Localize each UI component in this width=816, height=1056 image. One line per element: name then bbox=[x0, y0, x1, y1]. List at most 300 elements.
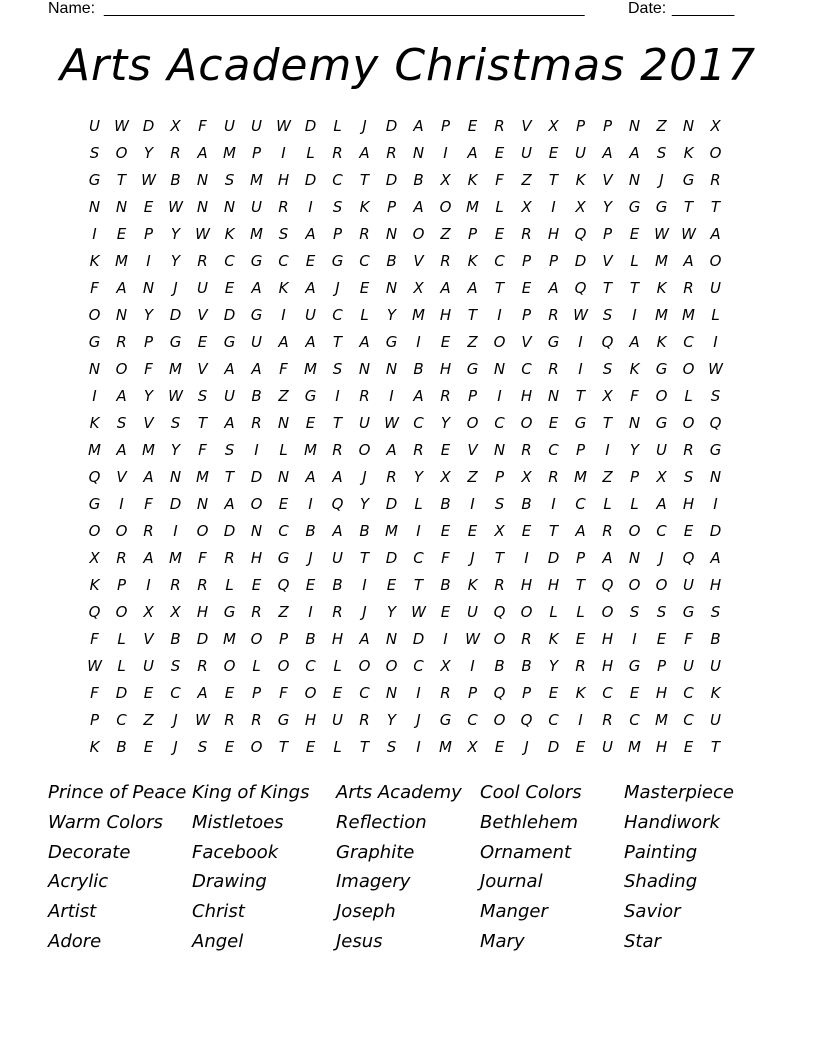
grid-letter: M bbox=[304, 359, 317, 378]
grid-letter: A bbox=[251, 278, 262, 297]
grid-letter: F bbox=[279, 359, 288, 378]
grid-letter: Y bbox=[143, 305, 154, 324]
grid-letter: M bbox=[169, 548, 182, 567]
grid-letter: N bbox=[250, 521, 263, 540]
grid-letter: O bbox=[493, 629, 506, 648]
grid-letter: D bbox=[304, 170, 317, 189]
grid-letter: A bbox=[575, 521, 586, 540]
grid-letter: U bbox=[305, 305, 316, 324]
grid-letter: M bbox=[88, 440, 101, 459]
grid-letter: N bbox=[682, 116, 695, 135]
grid-letter: E bbox=[575, 737, 586, 756]
grid-letter: V bbox=[602, 170, 613, 189]
grid-letter: X bbox=[494, 521, 505, 540]
grid-letter: O bbox=[358, 656, 371, 675]
grid-letter: A bbox=[116, 440, 127, 459]
grid-letter: A bbox=[305, 467, 316, 486]
grid-letter: O bbox=[223, 656, 236, 675]
grid-letter: K bbox=[89, 737, 100, 756]
grid-letter: I bbox=[281, 305, 286, 324]
grid-letter: G bbox=[682, 602, 695, 621]
grid-letter: Q bbox=[331, 494, 344, 513]
grid-letter: J bbox=[362, 602, 367, 621]
grid-letter: F bbox=[198, 440, 207, 459]
grid-letter: T bbox=[548, 170, 559, 189]
grid-letter: D bbox=[169, 494, 182, 513]
grid-letter: C bbox=[359, 683, 370, 702]
grid-letter: E bbox=[548, 413, 559, 432]
grid-letter: D bbox=[385, 116, 398, 135]
grid-letter: A bbox=[143, 467, 154, 486]
grid-letter: E bbox=[305, 737, 316, 756]
grid-letter: R bbox=[359, 224, 370, 243]
grid-letter: X bbox=[521, 197, 532, 216]
grid-letter: A bbox=[197, 143, 208, 162]
grid-letter: I bbox=[308, 197, 313, 216]
grid-letter: V bbox=[467, 440, 478, 459]
grid-letter: Y bbox=[386, 710, 397, 729]
grid-letter: X bbox=[575, 197, 586, 216]
grid-letter: E bbox=[629, 683, 640, 702]
grid-letter: V bbox=[143, 413, 154, 432]
grid-letter: B bbox=[440, 494, 451, 513]
grid-letter: N bbox=[277, 413, 290, 432]
grid-letter: H bbox=[331, 629, 344, 648]
grid-letter: N bbox=[412, 143, 425, 162]
grid-letter: S bbox=[710, 602, 721, 621]
grid-letter: R bbox=[332, 440, 343, 459]
grid-letter: G bbox=[331, 251, 344, 270]
grid-letter: K bbox=[575, 683, 586, 702]
grid-letter: A bbox=[305, 332, 316, 351]
grid-letter: W bbox=[141, 170, 156, 189]
word-bank-item: Arts Academy bbox=[336, 782, 462, 803]
grid-letter: V bbox=[197, 305, 208, 324]
grid-letter: G bbox=[574, 413, 587, 432]
grid-letter: P bbox=[521, 305, 532, 324]
word-bank bbox=[48, 778, 768, 957]
grid-letter: L bbox=[630, 251, 639, 270]
grid-letter: Y bbox=[548, 656, 559, 675]
word-bank-item: Joseph bbox=[336, 901, 396, 923]
page-title: Arts Academy Christmas 2017 bbox=[59, 40, 757, 91]
grid-letter: C bbox=[332, 170, 343, 189]
grid-letter: K bbox=[710, 683, 721, 702]
grid-letter: A bbox=[440, 278, 451, 297]
grid-letter: D bbox=[385, 548, 398, 567]
grid-letter: A bbox=[386, 440, 397, 459]
grid-letter: R bbox=[602, 710, 613, 729]
grid-letter: O bbox=[655, 575, 668, 594]
grid-letter: K bbox=[89, 251, 100, 270]
grid-letter: R bbox=[575, 656, 586, 675]
grid-letter: B bbox=[170, 629, 181, 648]
grid-letter: H bbox=[547, 575, 560, 594]
grid-letter: Q bbox=[601, 575, 614, 594]
grid-letter: E bbox=[305, 251, 316, 270]
grid-letter: C bbox=[494, 413, 505, 432]
grid-letter: R bbox=[116, 332, 127, 351]
grid-letter: S bbox=[332, 197, 343, 216]
grid-letter: X bbox=[170, 116, 181, 135]
grid-letter: O bbox=[412, 224, 425, 243]
grid-letter: A bbox=[305, 278, 316, 297]
grid-letter: C bbox=[170, 683, 181, 702]
grid-letter: K bbox=[629, 359, 640, 378]
grid-letter: Y bbox=[170, 440, 181, 459]
grid-letter: E bbox=[224, 683, 235, 702]
grid-letter: F bbox=[144, 494, 153, 513]
grid-letter: G bbox=[547, 332, 560, 351]
date-label: Date: bbox=[628, 0, 667, 17]
grid-letter: E bbox=[359, 278, 370, 297]
grid-letter: N bbox=[142, 278, 155, 297]
grid-letter: A bbox=[656, 494, 667, 513]
grid-letter: L bbox=[414, 494, 423, 513]
grid-letter: C bbox=[602, 683, 613, 702]
grid-letter: R bbox=[251, 602, 262, 621]
grid-letter: I bbox=[578, 710, 583, 729]
grid-letter: W bbox=[276, 116, 291, 135]
grid-letter: Q bbox=[493, 602, 506, 621]
grid-letter: Z bbox=[278, 386, 289, 405]
grid-letter: N bbox=[628, 116, 641, 135]
grid-letter: K bbox=[278, 278, 289, 297]
grid-letter: E bbox=[521, 521, 532, 540]
grid-letter: P bbox=[602, 116, 613, 135]
grid-letter: D bbox=[142, 116, 155, 135]
grid-letter: R bbox=[683, 278, 694, 297]
grid-letter: Q bbox=[88, 467, 101, 486]
grid-letter: C bbox=[278, 251, 289, 270]
grid-letter: V bbox=[521, 332, 532, 351]
grid-letter: G bbox=[277, 710, 290, 729]
grid-letter: X bbox=[440, 467, 451, 486]
grid-letter: Y bbox=[386, 602, 397, 621]
grid-letter: A bbox=[332, 467, 343, 486]
grid-letter: T bbox=[683, 197, 694, 216]
grid-letter: S bbox=[224, 170, 235, 189]
grid-letter: N bbox=[277, 467, 290, 486]
grid-letter: F bbox=[198, 116, 207, 135]
grid-letter: L bbox=[117, 629, 126, 648]
grid-letter: T bbox=[116, 170, 127, 189]
grid-letter: G bbox=[439, 710, 452, 729]
name-blank-line: ______________________________________________________ bbox=[104, 0, 585, 17]
grid-letter: M bbox=[412, 305, 425, 324]
word-bank-item: Painting bbox=[624, 841, 698, 863]
grid-letter: B bbox=[710, 629, 721, 648]
grid-letter: R bbox=[386, 467, 397, 486]
grid-letter: W bbox=[573, 305, 588, 324]
grid-letter: I bbox=[524, 548, 529, 567]
grid-letter: K bbox=[467, 251, 478, 270]
grid-letter: C bbox=[629, 710, 640, 729]
grid-letter: N bbox=[547, 386, 560, 405]
grid-letter: H bbox=[277, 170, 290, 189]
grid-letter: A bbox=[683, 251, 694, 270]
grid-letter: K bbox=[656, 332, 667, 351]
grid-letter: D bbox=[709, 521, 722, 540]
grid-letter: D bbox=[412, 629, 425, 648]
grid-letter: O bbox=[682, 359, 695, 378]
grid-letter: M bbox=[223, 629, 236, 648]
word-bank-item: Drawing bbox=[192, 871, 267, 893]
grid-letter: E bbox=[224, 737, 235, 756]
grid-letter: O bbox=[277, 656, 290, 675]
grid-letter: B bbox=[305, 629, 316, 648]
grid-letter: C bbox=[413, 413, 424, 432]
grid-letter: R bbox=[440, 683, 451, 702]
grid-letter: R bbox=[332, 602, 343, 621]
grid-letter: R bbox=[602, 521, 613, 540]
grid-letter: F bbox=[279, 683, 288, 702]
grid-letter: I bbox=[146, 575, 151, 594]
grid-letter: N bbox=[196, 494, 209, 513]
grid-letter: O bbox=[520, 602, 533, 621]
grid-letter: O bbox=[88, 521, 101, 540]
grid-letter: E bbox=[575, 629, 586, 648]
grid-letter: E bbox=[224, 278, 235, 297]
grid-letter: P bbox=[116, 575, 127, 594]
grid-letter: A bbox=[629, 332, 640, 351]
grid-letter: P bbox=[575, 548, 586, 567]
grid-letter: H bbox=[439, 359, 452, 378]
grid-letter: N bbox=[196, 170, 209, 189]
grid-letter: P bbox=[440, 116, 451, 135]
grid-letter: C bbox=[332, 305, 343, 324]
grid-letter: R bbox=[197, 575, 208, 594]
grid-letter: C bbox=[548, 440, 559, 459]
grid-letter: U bbox=[251, 332, 262, 351]
grid-letter: C bbox=[548, 710, 559, 729]
grid-letter: X bbox=[170, 602, 181, 621]
grid-letter: Y bbox=[602, 197, 613, 216]
grid-letter: W bbox=[384, 413, 399, 432]
grid-letter: R bbox=[224, 710, 235, 729]
grid-letter: C bbox=[359, 251, 370, 270]
grid-letter: J bbox=[524, 737, 529, 756]
grid-letter: O bbox=[88, 305, 101, 324]
grid-letter: R bbox=[440, 386, 451, 405]
grid-letter: S bbox=[197, 386, 208, 405]
grid-letter: U bbox=[332, 548, 343, 567]
grid-letter: A bbox=[467, 278, 478, 297]
grid-letter: B bbox=[170, 170, 181, 189]
grid-letter: S bbox=[656, 143, 667, 162]
header-line bbox=[48, 0, 748, 20]
grid-letter: S bbox=[710, 386, 721, 405]
grid-letter: U bbox=[656, 440, 667, 459]
grid-letter: L bbox=[279, 440, 288, 459]
grid-letter: E bbox=[332, 683, 343, 702]
grid-letter: P bbox=[467, 683, 478, 702]
grid-letter: H bbox=[250, 548, 263, 567]
grid-letter: F bbox=[495, 170, 504, 189]
grid-letter: M bbox=[655, 251, 668, 270]
grid-letter: A bbox=[602, 143, 613, 162]
grid-letter: N bbox=[385, 278, 398, 297]
grid-letter: N bbox=[628, 170, 641, 189]
grid-letter: M bbox=[250, 170, 263, 189]
grid-letter: A bbox=[629, 143, 640, 162]
grid-letter: I bbox=[362, 575, 367, 594]
grid-letter: X bbox=[440, 656, 451, 675]
grid-letter: M bbox=[304, 440, 317, 459]
word-bank-item: King of Kings bbox=[192, 782, 310, 803]
grid-letter: M bbox=[142, 440, 155, 459]
grid-letter: M bbox=[250, 224, 263, 243]
grid-letter: Q bbox=[709, 413, 722, 432]
grid-letter: A bbox=[251, 359, 262, 378]
grid-letter: X bbox=[521, 467, 532, 486]
word-bank-item: Ornament bbox=[480, 841, 572, 863]
grid-letter: P bbox=[575, 116, 586, 135]
grid-letter: C bbox=[305, 656, 316, 675]
grid-letter: K bbox=[683, 143, 694, 162]
grid-letter: E bbox=[143, 683, 154, 702]
grid-letter: G bbox=[385, 332, 398, 351]
grid-letter: R bbox=[683, 440, 694, 459]
grid-letter: I bbox=[443, 143, 448, 162]
grid-letter: X bbox=[548, 116, 559, 135]
grid-letter: R bbox=[224, 548, 235, 567]
grid-letter: P bbox=[386, 197, 397, 216]
name-label: Name: bbox=[48, 0, 96, 17]
grid-letter: G bbox=[88, 170, 101, 189]
grid-letter: J bbox=[173, 737, 178, 756]
grid-letter: L bbox=[495, 197, 504, 216]
grid-letter: U bbox=[332, 710, 343, 729]
grid-letter: N bbox=[115, 305, 128, 324]
grid-letter: E bbox=[197, 332, 208, 351]
grid-letter: E bbox=[521, 278, 532, 297]
grid-letter: W bbox=[708, 359, 723, 378]
grid-letter: H bbox=[520, 386, 533, 405]
grid-letter: A bbox=[359, 143, 370, 162]
grid-letter: E bbox=[440, 602, 451, 621]
grid-letter: R bbox=[197, 251, 208, 270]
grid-letter: E bbox=[683, 521, 694, 540]
grid-letter: S bbox=[170, 656, 181, 675]
grid-letter: A bbox=[143, 548, 154, 567]
grid-letter: A bbox=[305, 224, 316, 243]
grid-letter: F bbox=[90, 629, 99, 648]
grid-letter: E bbox=[440, 440, 451, 459]
grid-letter: E bbox=[278, 494, 289, 513]
grid-letter: S bbox=[656, 602, 667, 621]
grid-letter: I bbox=[416, 332, 421, 351]
grid-letter: D bbox=[250, 467, 263, 486]
grid-letter: A bbox=[224, 494, 235, 513]
grid-letter: R bbox=[521, 629, 532, 648]
grid-letter: I bbox=[389, 386, 394, 405]
grid-letter: E bbox=[494, 737, 505, 756]
grid-letter: O bbox=[115, 359, 128, 378]
word-bank-item: Star bbox=[624, 930, 661, 952]
grid-letter: M bbox=[628, 737, 641, 756]
grid-letter: B bbox=[359, 521, 370, 540]
grid-letter: G bbox=[169, 332, 182, 351]
grid-letter: J bbox=[308, 548, 313, 567]
grid-letter: I bbox=[605, 440, 610, 459]
grid-letter: I bbox=[443, 629, 448, 648]
grid-letter: N bbox=[385, 224, 398, 243]
grid-letter: T bbox=[332, 413, 343, 432]
grid-letter: C bbox=[116, 710, 127, 729]
grid-letter: H bbox=[709, 575, 722, 594]
grid-letter: H bbox=[601, 629, 614, 648]
grid-letter: R bbox=[494, 116, 505, 135]
grid-letter: Z bbox=[440, 224, 451, 243]
grid-letter: E bbox=[467, 116, 478, 135]
grid-letter: M bbox=[385, 521, 398, 540]
grid-letter: N bbox=[628, 413, 641, 432]
word-bank-item: Facebook bbox=[192, 841, 279, 863]
grid-letter: A bbox=[359, 332, 370, 351]
word-bank-item: Journal bbox=[480, 871, 543, 893]
grid-letter: O bbox=[709, 143, 722, 162]
grid-letter: S bbox=[602, 359, 613, 378]
grid-letter: M bbox=[169, 359, 182, 378]
grid-letter: J bbox=[659, 548, 664, 567]
grid-letter: I bbox=[254, 440, 259, 459]
grid-letter: D bbox=[547, 548, 560, 567]
grid-letter: G bbox=[709, 440, 722, 459]
grid-letter: X bbox=[602, 386, 613, 405]
grid-letter: N bbox=[169, 467, 182, 486]
grid-letter: R bbox=[116, 548, 127, 567]
grid-letter: T bbox=[710, 737, 721, 756]
grid-letter: Q bbox=[574, 278, 587, 297]
grid-letter: E bbox=[494, 224, 505, 243]
grid-letter: A bbox=[359, 629, 370, 648]
grid-letter: T bbox=[359, 737, 370, 756]
grid-letter: B bbox=[413, 170, 424, 189]
grid-letter: N bbox=[385, 629, 398, 648]
grid-letter: R bbox=[359, 386, 370, 405]
grid-letter: O bbox=[601, 602, 614, 621]
grid-letter: Z bbox=[656, 116, 667, 135]
word-search-grid bbox=[81, 112, 729, 760]
grid-letter: D bbox=[115, 683, 128, 702]
grid-letter: L bbox=[333, 737, 342, 756]
grid-letter: K bbox=[467, 575, 478, 594]
grid-letter: Z bbox=[602, 467, 613, 486]
word-bank-item: Bethlehem bbox=[480, 811, 578, 833]
grid-letter: P bbox=[332, 224, 343, 243]
word-bank-item: Manger bbox=[480, 901, 548, 923]
grid-letter: Y bbox=[629, 440, 640, 459]
grid-letter: W bbox=[195, 710, 210, 729]
grid-letter: O bbox=[439, 197, 452, 216]
grid-letter: C bbox=[224, 251, 235, 270]
grid-letter: T bbox=[575, 575, 586, 594]
grid-letter: T bbox=[575, 386, 586, 405]
grid-letter: S bbox=[494, 494, 505, 513]
grid-letter: U bbox=[224, 386, 235, 405]
grid-letter: C bbox=[413, 656, 424, 675]
grid-letter: A bbox=[467, 143, 478, 162]
grid-letter: O bbox=[358, 440, 371, 459]
grid-letter: N bbox=[385, 683, 398, 702]
grid-letter: T bbox=[413, 575, 424, 594]
grid-letter: D bbox=[304, 116, 317, 135]
grid-letter: D bbox=[385, 494, 398, 513]
grid-letter: I bbox=[92, 224, 97, 243]
grid-letter: R bbox=[170, 575, 181, 594]
grid-letter: J bbox=[173, 710, 178, 729]
